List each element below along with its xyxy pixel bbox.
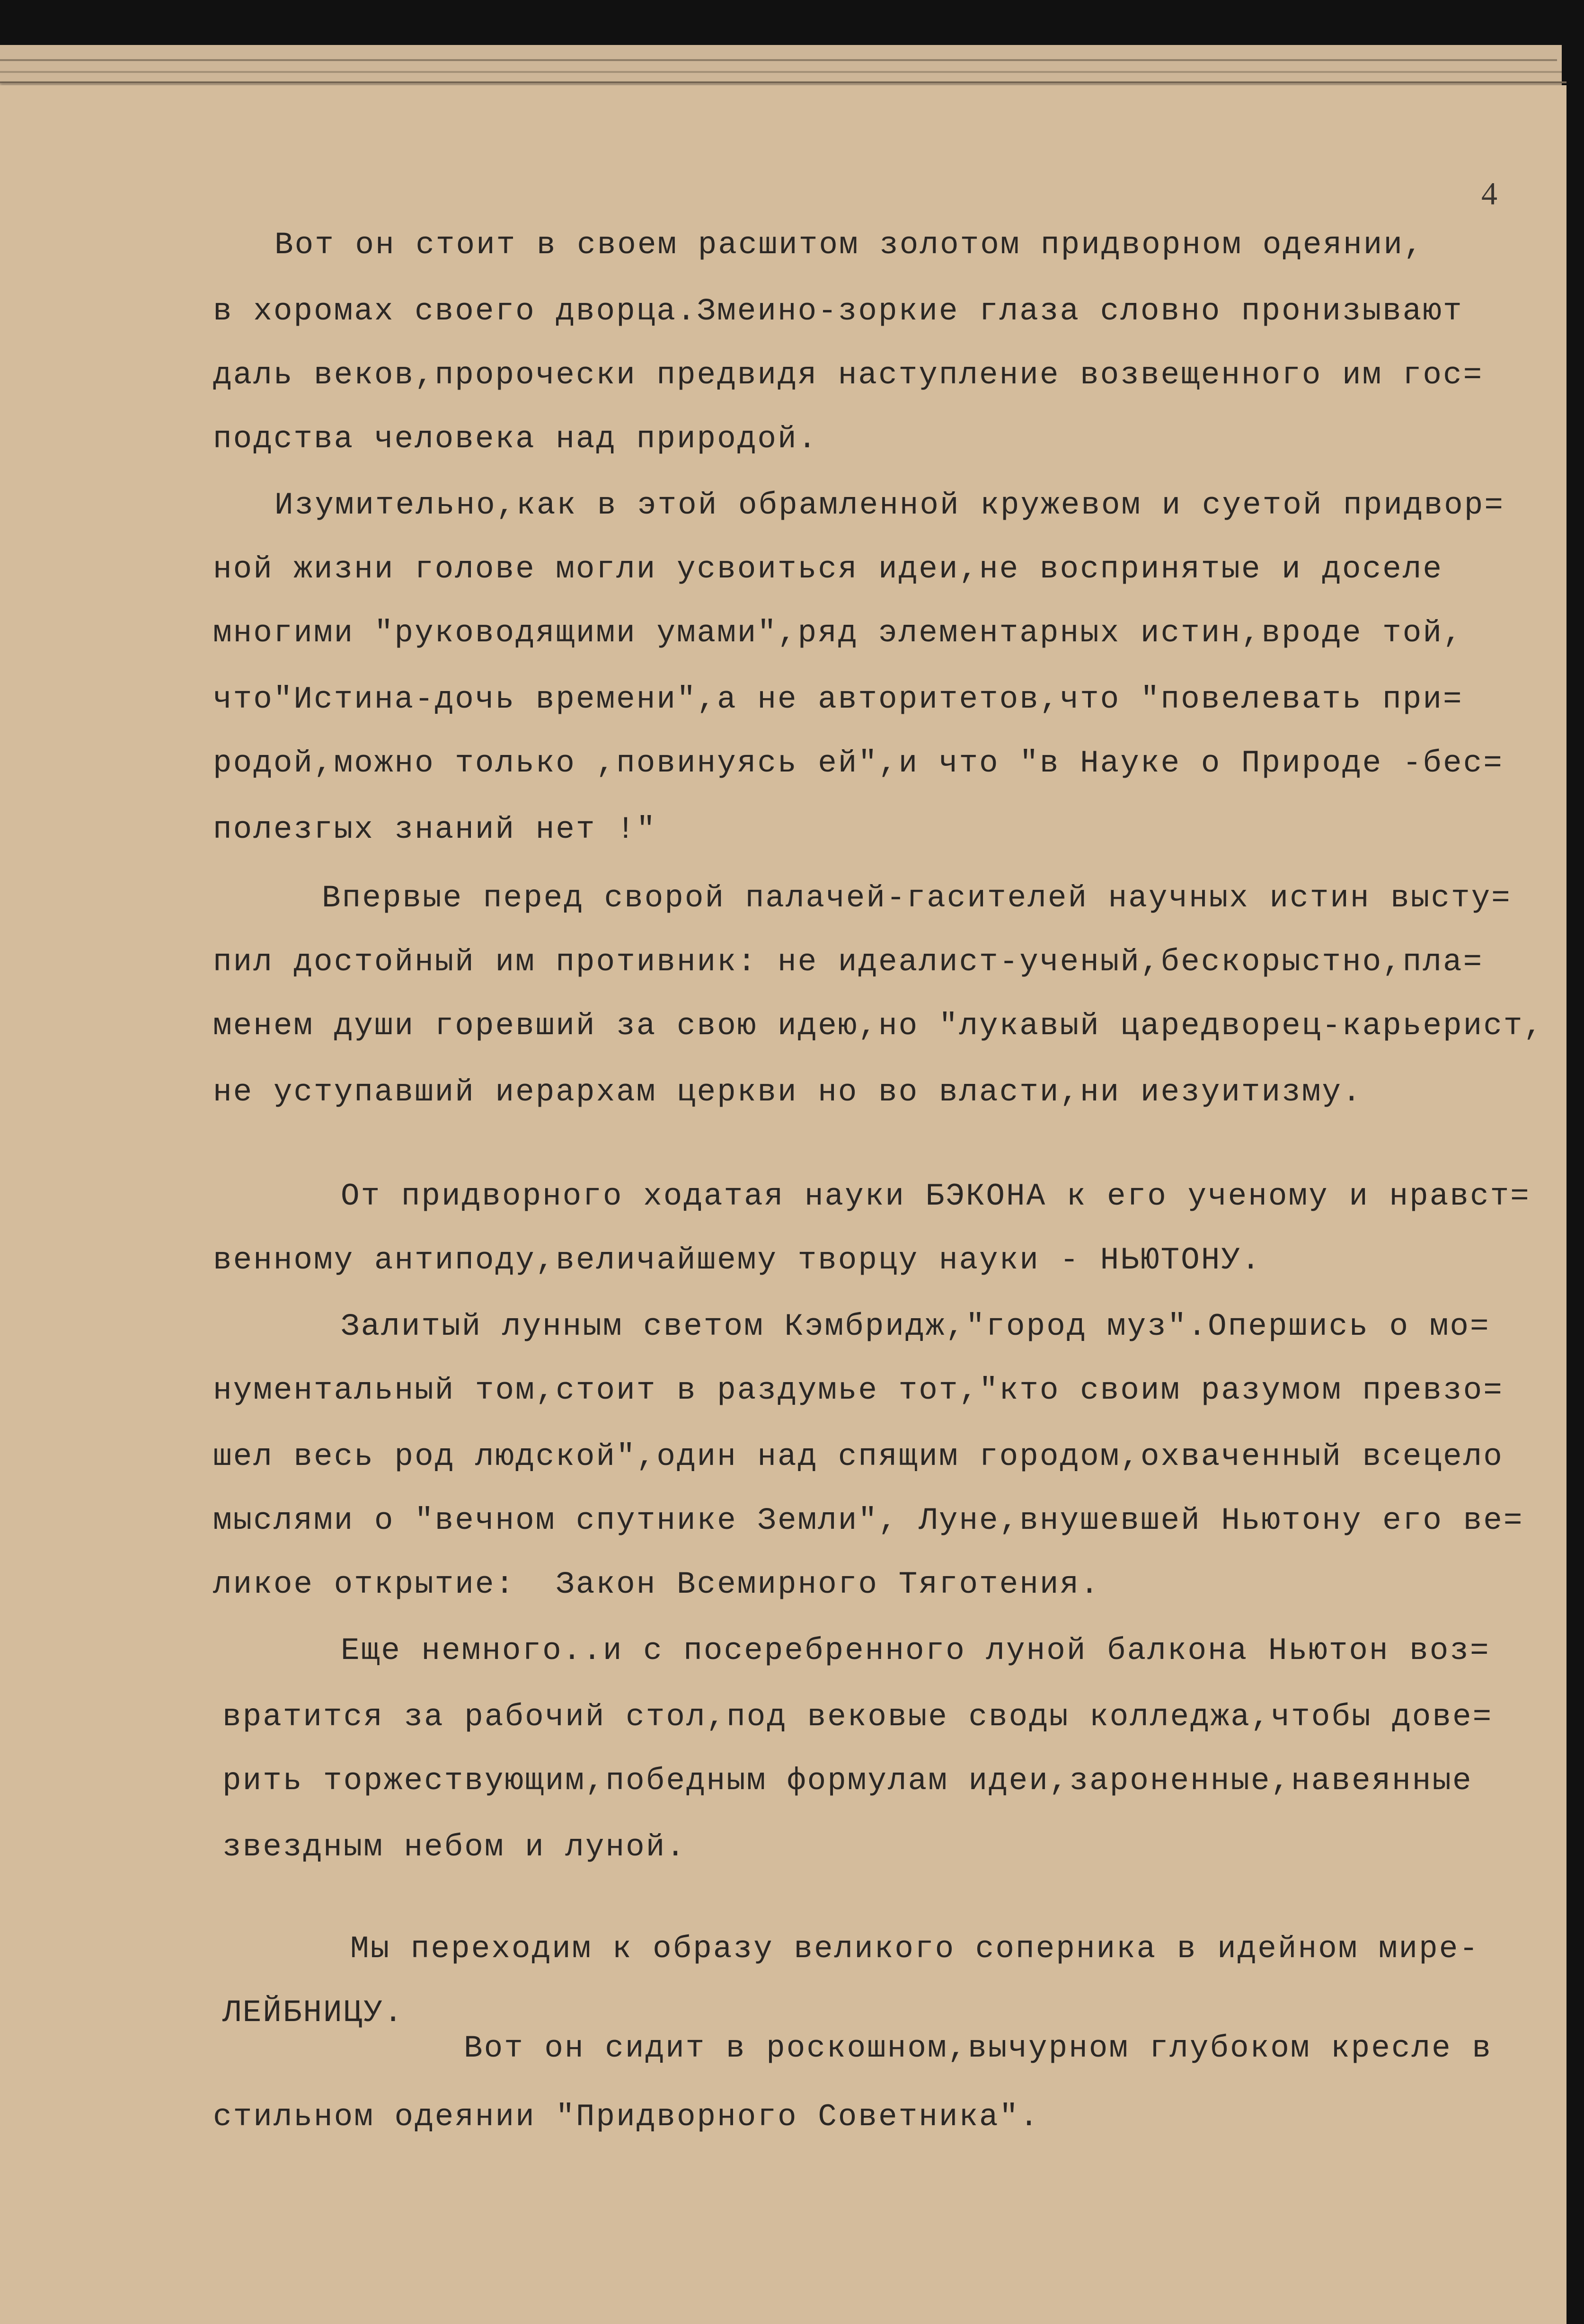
page-number: 4 [1481, 176, 1497, 212]
text-line: родой,можно только ,повинуясь ей",и что "в Науке о Природе -бес= [213, 745, 1504, 781]
text-line: ликое открытие: Закон Всемирного Тяготения. [213, 1567, 1100, 1602]
text-line: ной жизни голове могли усвоиться идеи,не воспринятые и доселе [213, 551, 1443, 587]
text-line: стильном одеянии "Придворного Советника". [213, 2099, 1040, 2135]
text-line: Впервые перед сворой палачей-гасителей научных истин высту= [322, 880, 1512, 916]
text-line: Изумительно,как в этой обрамленной кружевом и суетой придвор= [274, 488, 1504, 523]
text-line: подства человека над природой. [213, 421, 818, 457]
text-line: мыслями о "вечном спутнике Земли", Луне,внушевшей Ньютону его ве= [213, 1503, 1524, 1538]
text-line: Вот он стоит в своем расшитом золотом придворном одеянии, [274, 227, 1424, 263]
text-line: в хоромах своего дворца.Змеино-зоркие глаза словно пронизывают [213, 293, 1463, 329]
text-line: Залитый лунным светом Кэмбридж,"город муз".Опершись о мо= [341, 1309, 1490, 1344]
text-line: венному антиподу,величайшему творцу науки - НЬЮТОНУ. [213, 1242, 1262, 1278]
text-line: От придворного ходатая науки БЭКОНА к его ученому и нравст= [341, 1179, 1531, 1214]
text-line: Еще немного..и с посеребренного луной балкона Ньютон воз= [341, 1633, 1490, 1668]
text-line: звездным небом и луной. [222, 1829, 686, 1865]
page-edge-line [0, 81, 1566, 83]
text-line: не уступавший иерархам церкви но во власти,ни иезуитизму. [213, 1074, 1363, 1110]
page-edge-line [0, 71, 1562, 73]
text-line: Вот он сидит в роскошном,вычурном глубоком кресле в [464, 2031, 1492, 2066]
text-line: полезгых знаний нет !" [213, 812, 657, 847]
page-edge-line [0, 59, 1557, 61]
text-line: нументальный том,стоит в раздумье тот,"кто своим разумом превзо= [213, 1373, 1504, 1408]
text-line: вратится за рабочий стол,под вековые своды колледжа,чтобы дове= [222, 1699, 1493, 1735]
text-line: рить торжествующим,победным формулам идеи,зароненные,навеянные [222, 1763, 1473, 1799]
text-line: шел весь род людской",один над спящим городом,охваченный всецело [213, 1439, 1504, 1474]
text-line: ЛЕЙБНИЦУ. [222, 1995, 404, 2031]
text-line: менем души горевший за свою идею,но "лукавый царедворец-карьерист, [213, 1008, 1544, 1044]
text-line: что"Истина-дочь времени",а не авторитетов,что "повелевать при= [213, 682, 1463, 717]
text-line: даль веков,пророчески предвидя наступление возвещенного им гос= [213, 357, 1484, 393]
text-line: пил достойный им противник: не идеалист-ученый,бескорыстно,пла= [213, 944, 1484, 980]
text-line: многими "руководящими умами",ряд элементарных истин,вроде той, [213, 615, 1463, 651]
text-line: Мы переходим к образу великого соперника в идейном мире- [350, 1931, 1479, 1967]
